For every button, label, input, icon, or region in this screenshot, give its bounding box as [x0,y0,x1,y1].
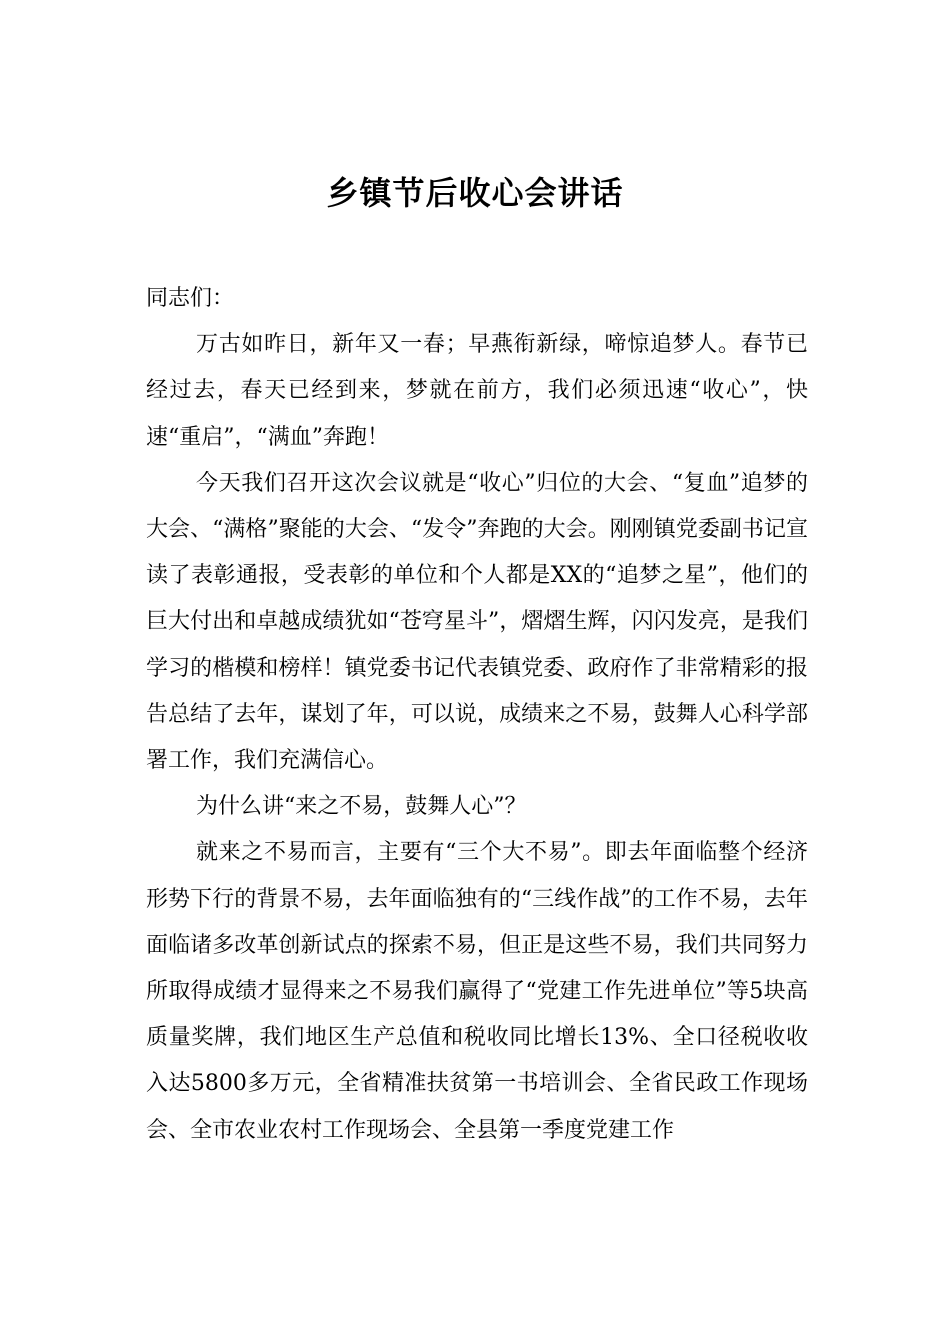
paragraph: 万古如昨日，新年又一春；早燕衔新绿，啼惊追梦人。春节已经过去，春天已经到来，梦就在前方，我们必须迅速“收心”，快速“重启”，“满血”奔跑！ [146,332,808,450]
document-title: 乡镇节后收心会讲话 [326,174,624,212]
salutation: 同志们： [146,286,235,311]
document-body [146,276,808,1154]
paragraph: 为什么讲“来之不易，鼓舞人心”？ [196,794,527,820]
paragraph: 今天我们召开这次会议就是“收心”归位的大会、“复血”追梦的大会、“满格”聚能的大会、“发令”奔跑的大会。刚刚镇党委副书记宣读了表彰通报，受表彰的单位和个人都是XX的“追梦之星”，他们的巨大付出和卓越成绩犹如“苍穹星斗”，熠熠生辉，闪闪发亮，是我们学习的楷模和榜样！镇党委书记代表镇党委、政府作了非常精彩的报告总结了去年，谋划了年，可以说，成绩来之不易，鼓舞人心科学部署工作，我们充满信心。 [146,470,808,774]
paragraph: 就来之不易而言，主要有“三个大不易”。即去年面临整个经济形势下行的背景不易，去年面临独有的“三线作战”的工作不易，去年面临诸多改革创新试点的探索不易，但正是这些不易，我们共同努力所取得成绩才显得来之不易我们赢得了“党建工作先进单位”等5块高质量奖牌，我们地区生产总值和税收同比增长13%、全口径税收收入达5800多万元，全省精准扶贫第一书培训会、全省民政工作现场会、全市农业农村工作现场会、全县第一季度党建工作 [146,840,808,1143]
